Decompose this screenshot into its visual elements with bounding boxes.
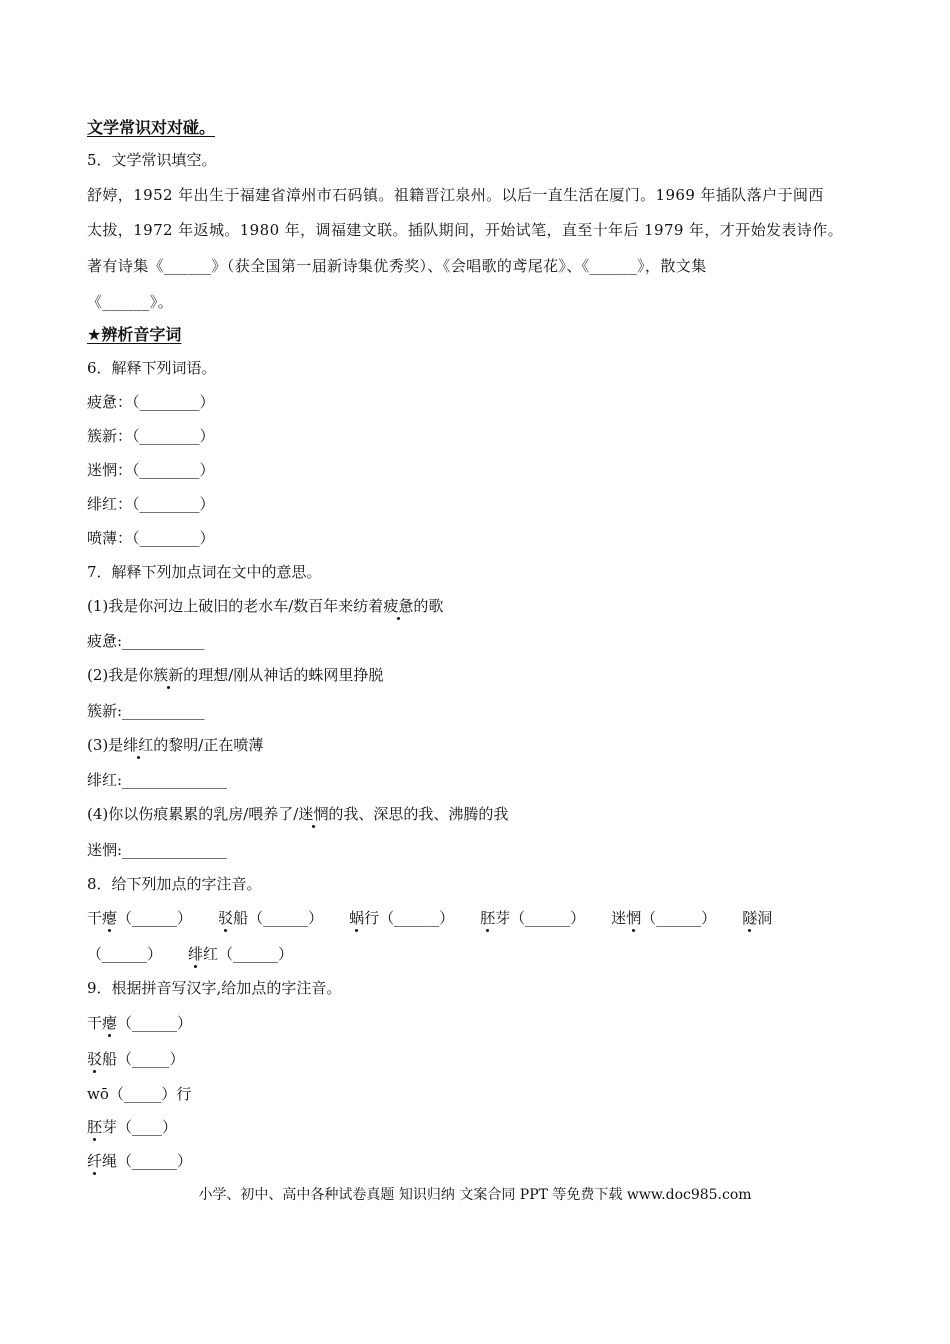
- q8-item: [349, 909, 454, 927]
- q7-sentence: [87, 665, 383, 685]
- q9-item: [87, 1084, 191, 1104]
- q8-item: [611, 909, 716, 927]
- item-text: 绳（______）: [102, 1152, 193, 1170]
- question-8-title: 8．给下列加点的字注音。: [87, 875, 262, 893]
- q9-item: [87, 1049, 185, 1069]
- question-7-title: 7．解释下列加点词在文中的意思。: [87, 563, 322, 581]
- paragraph-line-4: 《______》。: [87, 293, 174, 311]
- dotted-char: 驳: [218, 909, 234, 927]
- dotted-char: 纤: [87, 1152, 103, 1170]
- item-text: 洞: [757, 909, 773, 927]
- q6-item: 迷惘：（________）: [87, 461, 215, 479]
- dotted-char: 蜗: [349, 909, 365, 927]
- question-9-title: 9．根据拼音写汉字,给加点的字注音。: [87, 979, 342, 997]
- item-text: 干: [87, 1014, 103, 1032]
- item-text: （______）: [641, 909, 717, 927]
- paragraph-line-3: 著有诗集《______》（获全国第一届新诗集优秀奖）、《会唱歌的鸢尾花》、《______》，散文集: [87, 257, 707, 275]
- item-text: 船（_____）: [102, 1050, 185, 1068]
- item-text: wō（_____）行: [87, 1085, 192, 1103]
- sentence-text: (3)是: [87, 736, 124, 754]
- q8-item: [480, 909, 585, 927]
- sentence-text: 的黎明/正在喷薄: [153, 736, 264, 754]
- section-heading-literature: 文学常识对对碰。: [87, 118, 216, 137]
- sentence-text: 的理想/刚从神话的蛛网里挣脱: [183, 666, 384, 684]
- sentence-text: 的我、深思的我、沸腾的我: [328, 805, 509, 823]
- dotted-char: 胚: [87, 1118, 103, 1136]
- dotted-word: 迷惘: [298, 805, 329, 823]
- question-5-title: 5．文学常识填空。: [87, 151, 217, 169]
- dotted-char: 驳: [87, 1050, 103, 1068]
- q7-answer: 绯红:______________: [87, 771, 228, 789]
- q6-item: 喷薄：（________）: [87, 529, 215, 547]
- dotted-char: 惘: [626, 909, 642, 927]
- q8-row-2: [87, 944, 293, 964]
- sentence-text: (4)你以伤痕累累的乳房/喂养了/: [87, 805, 299, 823]
- q7-sentence: [87, 804, 508, 824]
- sentence-text: (1)我是你河边上破旧的老水车/数百年来纺着: [87, 597, 384, 615]
- q7-answer: 疲惫:___________: [87, 632, 205, 650]
- item-text: 行（______）: [364, 909, 455, 927]
- paragraph-line-1: 舒婷，1952 年出生于福建省漳州市石码镇。祖籍晋江泉州。以后一直生活在厦门。1969 年插队落户于闽西: [87, 186, 824, 204]
- q8-item-continuation: （______）: [87, 945, 163, 963]
- q8-item: [742, 909, 772, 927]
- q8-item: [188, 945, 293, 963]
- dotted-char: 绯: [188, 945, 204, 963]
- q9-item: [87, 1117, 177, 1137]
- section-heading-words: ★辨析音字词: [87, 325, 182, 344]
- q8-row-1: [87, 908, 772, 928]
- q6-item: 疲惫：（________）: [87, 393, 215, 411]
- item-text: 芽（______）: [495, 909, 586, 927]
- dotted-word: 绯红: [123, 736, 154, 754]
- question-6-title: 6．解释下列词语。: [87, 359, 217, 377]
- item-text: 芽（____）: [102, 1118, 178, 1136]
- q9-item: [87, 1013, 192, 1033]
- q8-item: [87, 909, 192, 927]
- q6-item: 簇新：（________）: [87, 427, 215, 445]
- page-footer: 小学、初中、高中各种试卷真题 知识归纳 文案合同 PPT 等免费下载 www.doc985.com: [198, 1187, 752, 1203]
- q7-sentence: [87, 735, 263, 755]
- dotted-char: 瘪: [102, 909, 118, 927]
- q7-answer: 迷惘:______________: [87, 841, 228, 859]
- q8-item: [218, 909, 323, 927]
- dotted-char: 隧: [742, 909, 758, 927]
- dotted-word: 簇新: [153, 666, 184, 684]
- q7-answer: 簇新:___________: [87, 702, 205, 720]
- item-text: （______）: [117, 909, 193, 927]
- item-text: 干: [87, 909, 103, 927]
- item-text: （______）: [117, 1014, 193, 1032]
- q9-item: [87, 1151, 192, 1171]
- item-text: 迷: [611, 909, 627, 927]
- sentence-text: (2)我是你: [87, 666, 154, 684]
- dotted-char: 胚: [480, 909, 496, 927]
- dotted-char: 瘪: [102, 1014, 118, 1032]
- item-text: 船（______）: [233, 909, 324, 927]
- q7-sentence: [87, 596, 443, 616]
- item-text: 红（______）: [203, 945, 294, 963]
- sentence-text: 的歌: [413, 597, 444, 615]
- dotted-word: 疲惫: [383, 597, 414, 615]
- paragraph-line-2: 太拔，1972 年返城。1980 年，调福建文联。插队期间，开始试笔，直至十年后 1979 年，才开始发表诗作。: [87, 221, 843, 239]
- q6-item: 绯红：（________）: [87, 495, 215, 513]
